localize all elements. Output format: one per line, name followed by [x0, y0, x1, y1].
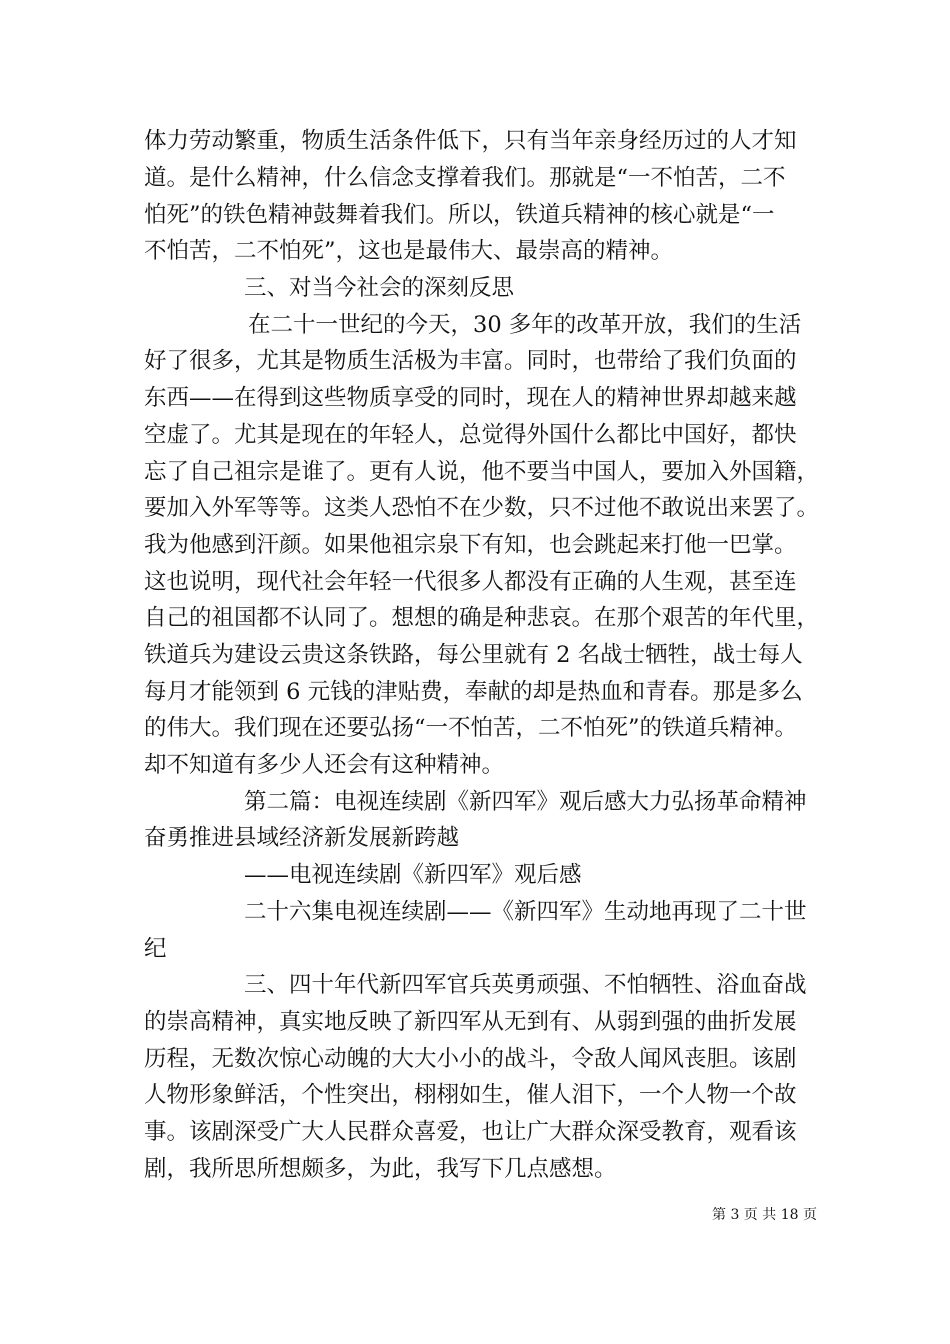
text-line-7: 好了很多，尤其是物质生活极为丰富。同时，也带给了我们负面的: [144, 348, 797, 374]
text-line-16: 每月才能领到 6 元钱的津贴费，奉献的却是热血和青春。那是多么: [144, 679, 803, 705]
text-line-26: 历程，无数次惊心动魄的大大小小的战斗，令敌人闻风丧胆。该剧: [144, 1046, 797, 1072]
text-line-27: 人物形象鲜活，个性突出，栩栩如生，催人泪下，一个人物一个故: [144, 1082, 797, 1108]
text-line-15: 铁道兵为建设云贵这条铁路，每公里就有 2 名战士牺牲，战士每人: [144, 642, 803, 668]
text-line-2: 道。是什么精神，什么信念支撑着我们。那就是“一不怕苦，二不: [144, 165, 786, 191]
page-number-footer: 第 3 页 共 18 页: [712, 1207, 817, 1223]
text-line-8: 东西——在得到这些物质享受的同时，现在人的精神世界却越来越: [144, 385, 797, 411]
text-line-6: 在二十一世纪的今天，30 多年的改革开放，我们的生活: [248, 312, 802, 338]
text-line-28: 事。该剧深受广大人民群众喜爱，也让广大群众深受教育，观看该: [144, 1119, 797, 1145]
text-line-1: 体力劳动繁重，物质生活条件低下，只有当年亲身经历过的人才知: [144, 128, 797, 154]
text-line-11: 要加入外军等等。这类人恐怕不在少数，只不过他不敢说出来罢了。: [144, 495, 820, 521]
text-line-4: 不怕苦，二不怕死”，这也是最伟大、最崇高的精神。: [144, 238, 674, 264]
text-line-18: 却不知道有多少人还会有这种精神。: [144, 752, 505, 778]
text-line-3: 怕死”的铁色精神鼓舞着我们。所以，铁道兵精神的核心就是“一: [144, 202, 775, 228]
text-line-23: 纪: [144, 936, 167, 962]
text-line-29: 剧，我所思所想颇多，为此，我写下几点感想。: [144, 1156, 617, 1182]
text-line-17: 的伟大。我们现在还要弘扬“一不怕苦，二不怕死”的铁道兵精神。: [144, 715, 798, 741]
text-line-22: 二十六集电视连续剧——《新四军》生动地再现了二十世: [244, 899, 807, 925]
chapter-subtitle: ——电视连续剧《新四军》观后感: [244, 862, 582, 888]
chapter-title-line-1: 第二篇：电视连续剧《新四军》观后感大力弘扬革命精神: [244, 789, 807, 815]
text-line-9: 空虚了。尤其是现在的年轻人，总觉得外国什么都比中国好，都快: [144, 422, 797, 448]
text-line-25: 的崇高精神，真实地反映了新四军从无到有、从弱到强的曲折发展: [144, 1009, 797, 1035]
chapter-title-line-2: 奋勇推进县域经济新发展新跨越: [144, 825, 460, 851]
text-line-13: 这也说明，现代社会年轻一代很多人都没有正确的人生观，甚至连: [144, 569, 797, 595]
text-line-24: 三、四十年代新四军官兵英勇顽强、不怕牺牲、浴血奋战: [244, 972, 807, 998]
text-line-12: 我为他感到汗颜。如果他祖宗泉下有知，也会跳起来打他一巴掌。: [144, 532, 797, 558]
text-line-14: 自己的祖国都不认同了。想想的确是种悲哀。在那个艰苦的年代里，: [144, 605, 820, 631]
section-heading: 三、对当今社会的深刻反思: [244, 275, 515, 301]
text-line-10: 忘了自己祖宗是谁了。更有人说，他不要当中国人，要加入外国籍，: [144, 459, 820, 485]
